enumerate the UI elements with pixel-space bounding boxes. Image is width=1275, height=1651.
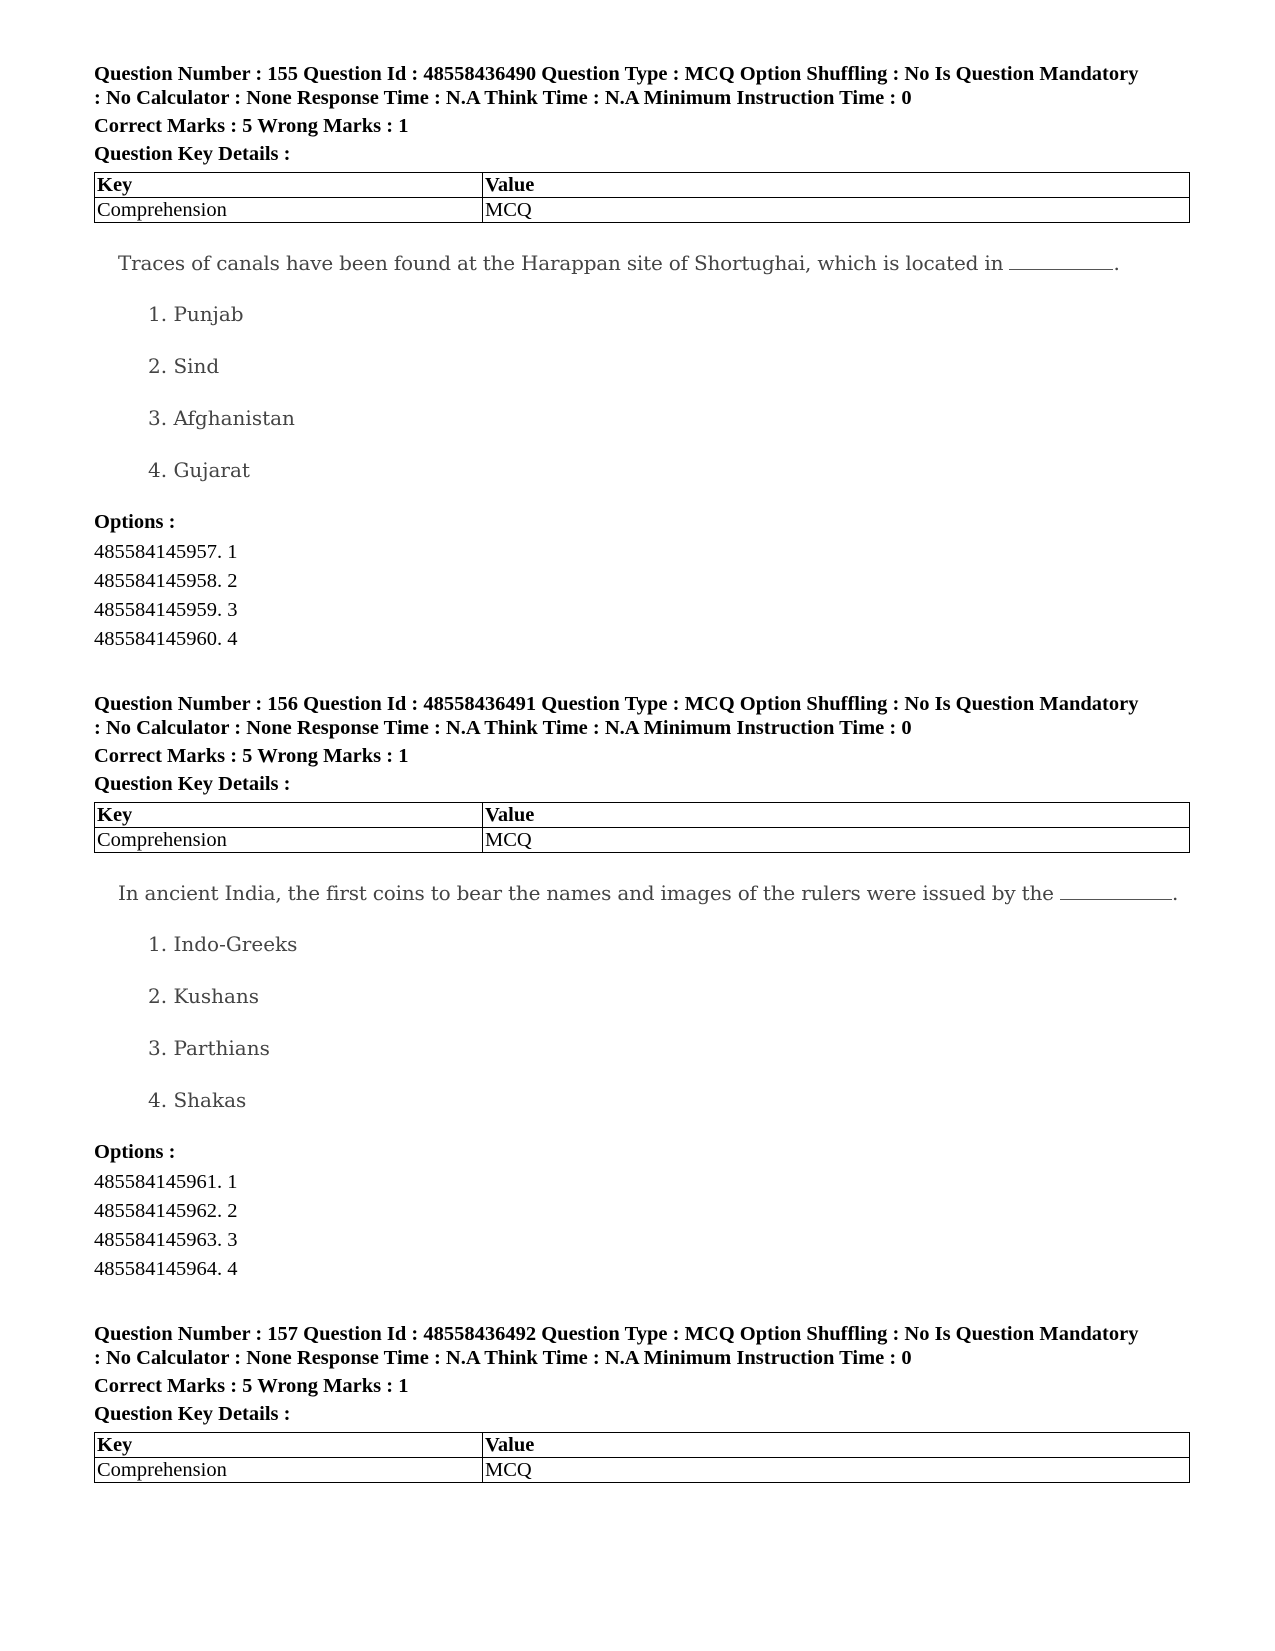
key-details-label: Question Key Details :: [94, 1403, 291, 1425]
question-block-156: [94, 692, 1190, 1284]
option-item: 485584145963. 3: [94, 1229, 238, 1251]
question-image: [118, 249, 1190, 484]
table-cell-key: Comprehension: [95, 1458, 483, 1483]
question-text: Traces of canals have been found at the Harappan site of Shortughai, which is located in .: [118, 251, 1120, 275]
table-header-key: Key: [95, 1433, 483, 1458]
options-label: Options :: [94, 1141, 176, 1163]
answer-blank: [1060, 899, 1172, 900]
question-block-157: [94, 1322, 1190, 1483]
choice-item: 4. Shakas: [148, 1088, 247, 1112]
key-details-label: Question Key Details :: [94, 773, 291, 795]
question-header-line2: : No Calculator : None Response Time : N.A Think Time : N.A Minimum Instruction Time : 0: [94, 1347, 912, 1369]
option-item: 485584145961. 1: [94, 1171, 238, 1193]
options-list: [94, 538, 1190, 654]
question-header-line1: Question Number : 156 Question Id : 48558436491 Question Type : MCQ Option Shuffling : No Is Question Mandatory: [94, 693, 1139, 715]
choice-item: 2. Kushans: [148, 984, 260, 1008]
table-header-key: Key: [95, 173, 483, 198]
table-header-value: Value: [483, 1433, 1190, 1458]
choice-item: 3. Parthians: [148, 1036, 270, 1060]
question-text: In ancient India, the first coins to bear the names and images of the rulers were issued by the .: [118, 881, 1179, 905]
table-cell-key: Comprehension: [95, 828, 483, 853]
choice-item: 1. Punjab: [148, 302, 244, 326]
marks-line: Correct Marks : 5 Wrong Marks : 1: [94, 745, 409, 767]
question-header-line2: : No Calculator : None Response Time : N.A Think Time : N.A Minimum Instruction Time : 0: [94, 87, 912, 109]
document-page: [94, 62, 1190, 1483]
question-image: [118, 879, 1190, 1114]
choice-item: 3. Afghanistan: [148, 406, 295, 430]
option-item: 485584145964. 4: [94, 1258, 238, 1280]
options-list: [94, 1168, 1190, 1284]
choice-item: 4. Gujarat: [148, 458, 250, 482]
table-header-key: Key: [95, 803, 483, 828]
option-item: 485584145960. 4: [94, 628, 238, 650]
table-cell-value: MCQ: [483, 828, 1190, 853]
question-header-line1: Question Number : 157 Question Id : 48558436492 Question Type : MCQ Option Shuffling : No Is Question Mandatory: [94, 1323, 1139, 1345]
answer-blank: [1009, 269, 1113, 270]
option-item: 485584145957. 1: [94, 541, 238, 563]
key-details-table: [94, 1432, 1190, 1483]
table-cell-value: MCQ: [483, 1458, 1190, 1483]
option-item: 485584145962. 2: [94, 1200, 238, 1222]
question-block-155: [94, 62, 1190, 654]
options-label: Options :: [94, 511, 176, 533]
marks-line: Correct Marks : 5 Wrong Marks : 1: [94, 115, 409, 137]
key-details-table: [94, 802, 1190, 853]
marks-line: Correct Marks : 5 Wrong Marks : 1: [94, 1375, 409, 1397]
choice-item: 2. Sind: [148, 354, 220, 378]
option-item: 485584145959. 3: [94, 599, 238, 621]
option-item: 485584145958. 2: [94, 570, 238, 592]
table-header-value: Value: [483, 173, 1190, 198]
question-header-line1: Question Number : 155 Question Id : 48558436490 Question Type : MCQ Option Shuffling : No Is Question Mandatory: [94, 63, 1139, 85]
table-cell-value: MCQ: [483, 198, 1190, 223]
question-header-line2: : No Calculator : None Response Time : N.A Think Time : N.A Minimum Instruction Time : 0: [94, 717, 912, 739]
key-details-label: Question Key Details :: [94, 143, 291, 165]
table-cell-key: Comprehension: [95, 198, 483, 223]
key-details-table: [94, 172, 1190, 223]
table-header-value: Value: [483, 803, 1190, 828]
choice-item: 1. Indo-Greeks: [148, 932, 298, 956]
